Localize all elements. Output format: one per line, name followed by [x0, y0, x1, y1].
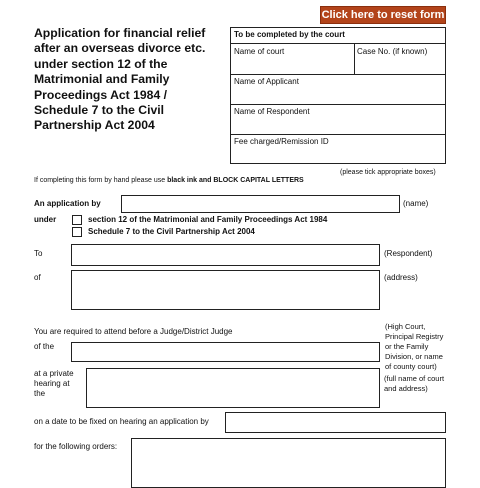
schedule-7-option-label: Schedule 7 to the Civil Partnership Act 2004: [88, 227, 255, 236]
name-of-applicant-label: Name of Applicant: [234, 77, 299, 86]
fee-charged-field[interactable]: [231, 134, 445, 164]
section-12-option-label: section 12 of the Matrimonial and Family Proceedings Act 1984: [88, 215, 328, 224]
court-use-box: [230, 27, 446, 164]
under-label: under: [34, 215, 57, 224]
court-address-note: (full name of court and address): [384, 374, 445, 393]
schedule-7-checkbox[interactable]: [72, 227, 82, 237]
name-suffix-label: (name): [403, 199, 429, 208]
applicant-name-input[interactable]: [121, 195, 400, 213]
date-fixed-label: on a date to be fixed on hearing an application by: [34, 417, 209, 426]
name-of-court-label: Name of court: [234, 47, 285, 56]
court-box-header: To be completed by the court: [231, 28, 445, 44]
respondent-address-input[interactable]: [71, 270, 380, 310]
to-label: To: [34, 249, 43, 258]
orders-textarea[interactable]: [131, 438, 446, 488]
name-of-respondent-label: Name of Respondent: [234, 107, 310, 116]
court-type-note: (High Court, Principal Registry or the Family Division, or name of county court): [385, 322, 444, 371]
attend-judge-text: You are required to attend before a Judge/District Judge: [34, 327, 233, 336]
name-of-applicant-field[interactable]: [231, 74, 445, 104]
application-by-label: An application by: [34, 199, 101, 208]
private-hearing-label: at a private hearing at the: [34, 369, 74, 398]
application-by-date-input[interactable]: [225, 412, 446, 433]
hearing-court-address-input[interactable]: [86, 368, 380, 408]
name-of-respondent-field[interactable]: [231, 104, 445, 134]
reset-form-button[interactable]: Click here to reset form: [320, 6, 446, 24]
tick-boxes-note: (please tick appropriate boxes): [340, 169, 436, 176]
section-12-checkbox[interactable]: [72, 215, 82, 225]
form-title: Application for financial relief after an overseas divorce etc. under section 12 of the Matrimonial and Family Proceedings Act 1984 / Schedule 7 to the Civil Partnership Act 2004: [34, 26, 206, 133]
address-suffix-label: (address): [384, 273, 418, 282]
court-name-input[interactable]: [71, 342, 380, 362]
case-no-label: Case No. (if known): [357, 47, 428, 56]
instructions-emphasis: black ink and BLOCK CAPITAL LETTERS: [167, 177, 304, 184]
fee-charged-label: Fee charged/Remission ID: [234, 137, 329, 146]
following-orders-label: for the following orders:: [34, 442, 118, 451]
respondent-suffix-label: (Respondent): [384, 249, 433, 258]
instructions-prefix: If completing this form by hand please use: [34, 177, 168, 184]
ink-instructions: [34, 177, 304, 184]
name-of-court-field[interactable]: [231, 44, 354, 74]
of-the-label: of the: [34, 342, 55, 351]
respondent-name-input[interactable]: [71, 244, 380, 266]
of-label: of: [34, 273, 41, 282]
case-no-field[interactable]: [354, 44, 446, 74]
